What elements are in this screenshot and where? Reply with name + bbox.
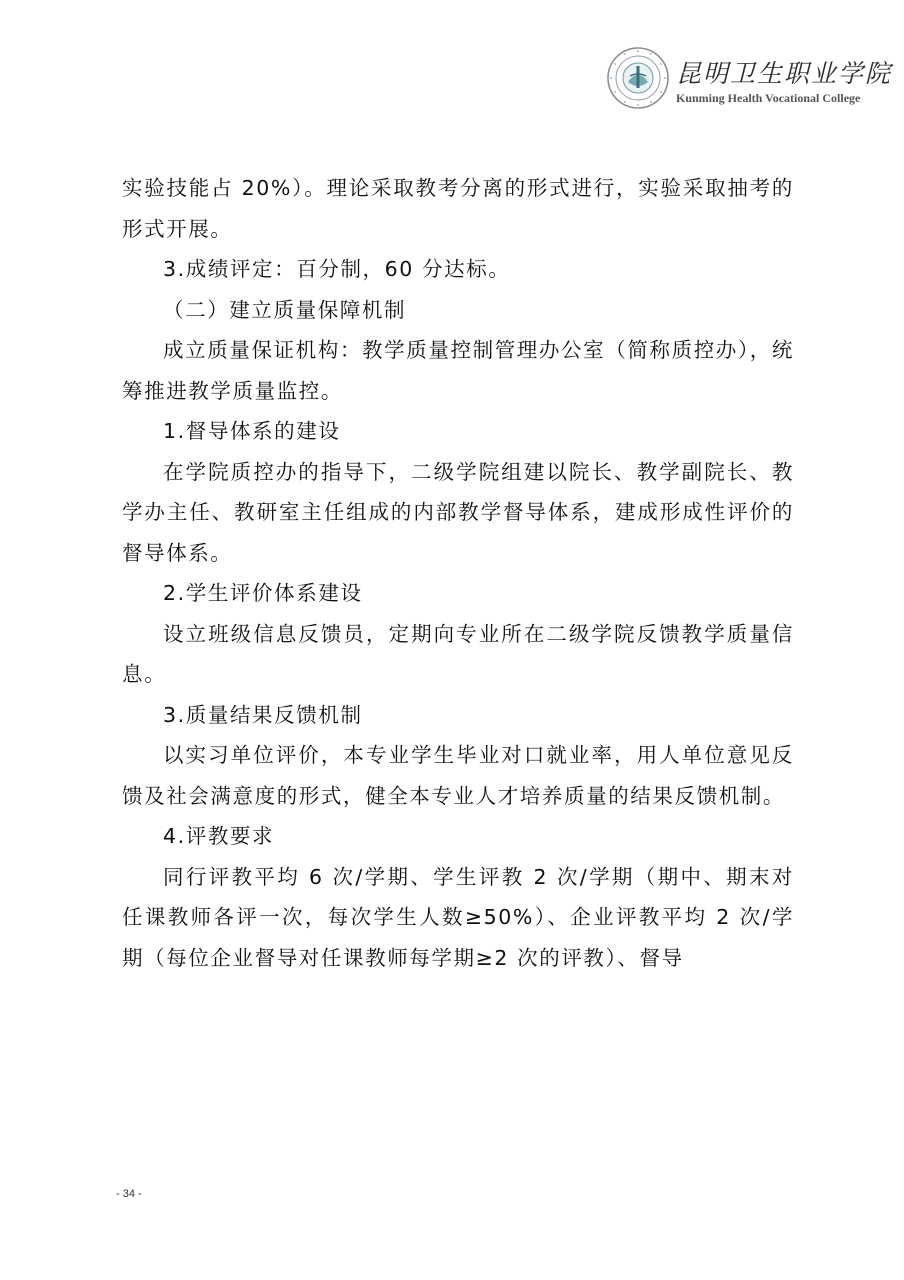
section-heading: 3.成绩评定：百分制，60 分达标。 bbox=[163, 257, 511, 281]
body-paragraph: 设立班级信息反馈员，定期向专业所在二级学院反馈教学质量信息。 bbox=[122, 621, 794, 686]
section-heading: 4.评教要求 bbox=[163, 824, 275, 848]
section-heading: 1.督导体系的建设 bbox=[163, 419, 341, 443]
document-body bbox=[122, 168, 794, 978]
section-heading: 3.质量结果反馈机制 bbox=[163, 702, 363, 727]
body-paragraph: 实验技能占 20%）。理论采取教考分离的形式进行，实验采取抽考的形式开展。 bbox=[122, 176, 794, 241]
page-header bbox=[606, 44, 893, 114]
college-name-en: Kunming Health Vocational College bbox=[676, 91, 861, 105]
body-paragraph: 在学院质控办的指导下，二级学院组建以院长、教学副院长、教学办主任、教研室主任组成的内部教学督导体系，建成形成性评价的督导体系。 bbox=[122, 459, 794, 565]
college-name-cn: 昆明卫生职业学院 bbox=[676, 59, 893, 88]
body-paragraph: 同行评教平均 6 次/学期、学生评教 2 次/学期（期中、期末对任课教师各评一次，每次学生人数≥50%）、企业评教平均 2 次/学期（每位企业督导对任课教师每学期≥2 次的评教）、督导 bbox=[122, 864, 794, 970]
body-paragraph: 以实习单位评价，本专业学生毕业对口就业率，用人单位意见反馈及社会满意度的形式，健全本专业人才培养质量的结果反馈机制。 bbox=[122, 743, 794, 808]
body-paragraph: 成立质量保证机构：教学质量控制管理办公室（简称质控办），统筹推进教学质量监控。 bbox=[122, 338, 794, 403]
page-number: - 34 - bbox=[116, 1188, 142, 1200]
section-heading: （二）建立质量保障机制 bbox=[163, 297, 407, 322]
college-seal-icon bbox=[606, 46, 670, 110]
section-heading: 2.学生评价体系建设 bbox=[163, 581, 363, 605]
